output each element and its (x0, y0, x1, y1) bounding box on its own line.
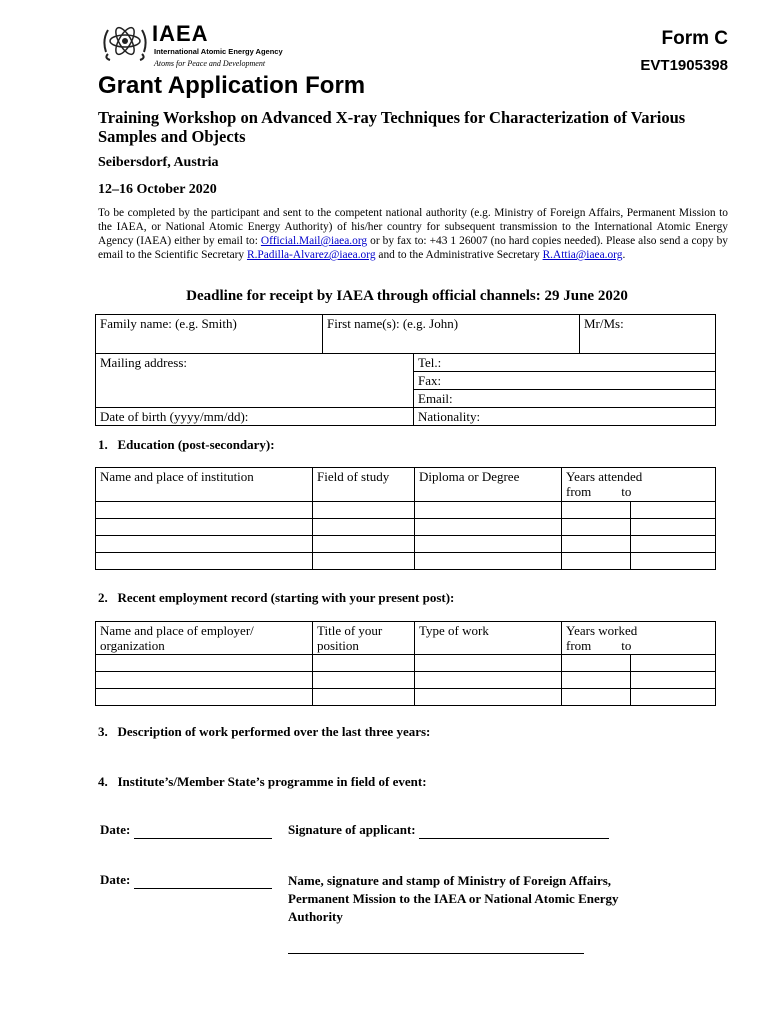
table-cell[interactable] (415, 655, 562, 672)
family-name-field[interactable]: Family name: (e.g. Smith) (96, 315, 323, 354)
table-cell[interactable] (96, 689, 313, 706)
instructions-text-4: . (622, 249, 626, 261)
table-cell[interactable] (313, 689, 415, 706)
tel-field[interactable]: Tel.: (414, 354, 716, 372)
table-row (96, 502, 716, 519)
table-cell[interactable] (631, 689, 716, 706)
date-input-2[interactable] (134, 872, 272, 889)
education-col-institution: Name and place of institution (96, 468, 313, 502)
table-row (96, 672, 716, 689)
education-table (95, 467, 716, 570)
authority-label: Name, signature and stamp of Ministry of Foreign Affairs, Permanent Mission to the IAEA or National Atomic Energy Authority (288, 873, 619, 924)
education-col-field: Field of study (313, 468, 415, 502)
table-cell[interactable] (562, 655, 631, 672)
first-name-field[interactable]: First name(s): (e.g. John) (323, 315, 580, 354)
table-cell[interactable] (96, 502, 313, 519)
nationality-field[interactable]: Nationality: (414, 408, 716, 426)
employment-from-label: from (566, 638, 592, 653)
table-row (96, 536, 716, 553)
education-heading: 1. Education (post-secondary): (98, 437, 275, 452)
education-years-label: Years attended (566, 469, 643, 484)
mailing-address-field[interactable]: Mailing address: (96, 354, 414, 408)
table-cell[interactable] (96, 655, 313, 672)
instructions-text-2: or by fax to: +43 1 26007 (no hard copies needed). Please also send a copy by email to the Scientific Secretary (98, 235, 728, 261)
table-row (96, 655, 716, 672)
table-cell[interactable] (313, 553, 415, 570)
iaea-emblem-icon (100, 18, 150, 64)
employment-col-type: Type of work (415, 622, 562, 655)
event-location: Seibersdorf, Austria (98, 155, 219, 170)
date-row-1 (100, 822, 272, 839)
table-cell[interactable] (562, 672, 631, 689)
date-label-1: Date: (100, 822, 131, 837)
logo-name: IAEA (152, 21, 209, 46)
table-cell[interactable] (631, 553, 716, 570)
table-cell[interactable] (631, 536, 716, 553)
table-cell[interactable] (631, 519, 716, 536)
event-dates: 12–16 October 2020 (98, 182, 217, 197)
table-cell[interactable] (313, 502, 415, 519)
signature-row (288, 822, 609, 839)
date-input-1[interactable] (134, 822, 272, 839)
table-cell[interactable] (415, 689, 562, 706)
workshop-title: Training Workshop on Advanced X-ray Techniques for Characterization of Various Samples and Objects (98, 108, 686, 146)
employment-col-employer: Name and place of employer/ organization (96, 622, 313, 655)
deadline-notice: Deadline for receipt by IAEA through official channels: 29 June 2020 (186, 288, 628, 304)
instructions-paragraph (98, 206, 728, 262)
education-col-years (562, 468, 716, 502)
table-cell[interactable] (562, 689, 631, 706)
email-field[interactable]: Email: (414, 390, 716, 408)
employment-col-title: Title of your position (313, 622, 415, 655)
administrative-secretary-link[interactable]: R.Attia@iaea.org (542, 249, 623, 261)
official-mail-link[interactable]: Official.Mail@iaea.org (260, 235, 368, 247)
employment-years-label: Years worked (566, 623, 638, 638)
page-title: Grant Application Form (98, 72, 366, 99)
table-cell[interactable] (96, 536, 313, 553)
table-cell[interactable] (415, 672, 562, 689)
date-row-2 (100, 872, 272, 889)
table-cell[interactable] (415, 502, 562, 519)
date-label-2: Date: (100, 872, 131, 887)
table-cell[interactable] (562, 519, 631, 536)
table-cell[interactable] (631, 655, 716, 672)
contact-table (95, 353, 716, 426)
table-cell[interactable] (562, 536, 631, 553)
employment-to-label: to (621, 638, 632, 653)
section-3-heading: 3. Description of work performed over the last three years: (98, 724, 431, 739)
instructions-text-3: and to the Administrative Secretary (375, 249, 543, 261)
table-cell[interactable] (562, 502, 631, 519)
table-row (96, 553, 716, 570)
logo-tagline: Atoms for Peace and Development (154, 59, 266, 68)
table-cell[interactable] (415, 553, 562, 570)
signature-input[interactable] (419, 822, 609, 839)
table-cell[interactable] (96, 553, 313, 570)
table-cell[interactable] (313, 672, 415, 689)
education-col-degree: Diploma or Degree (415, 468, 562, 502)
event-code: EVT1905398 (640, 57, 728, 74)
scientific-secretary-link[interactable]: R.Padilla-Alvarez@iaea.org (246, 249, 376, 261)
education-from-label: from (566, 484, 592, 499)
education-to-label: to (621, 484, 632, 499)
signature-label: Signature of applicant: (288, 822, 416, 837)
fax-field[interactable]: Fax: (414, 372, 716, 390)
logo-subtitle: International Atomic Energy Agency (154, 47, 283, 56)
employment-heading: 2. Recent employment record (starting with your present post): (98, 590, 455, 605)
table-row (96, 689, 716, 706)
title-field[interactable]: Mr/Ms: (580, 315, 716, 354)
table-cell[interactable] (96, 519, 313, 536)
table-cell[interactable] (415, 536, 562, 553)
employment-col-years (562, 622, 716, 655)
table-cell[interactable] (562, 553, 631, 570)
table-cell[interactable] (631, 502, 716, 519)
instructions-text-1: To be completed by the participant and sent to the competent national authority (e.g. Ministry of Foreign Affairs, Permanent Mission to the IAEA, or National Atomic Energy Authority) of his/her country for subsequent transmission to the International Atomic Energy Agency (IAEA) either by email to: (98, 207, 728, 247)
table-cell[interactable] (631, 672, 716, 689)
employment-table (95, 621, 716, 706)
section-4-heading: 4. Institute’s/Member State’s programme in field of event: (98, 774, 427, 789)
table-cell[interactable] (415, 519, 562, 536)
personal-info-table (95, 314, 716, 354)
table-cell[interactable] (313, 655, 415, 672)
table-cell[interactable] (96, 672, 313, 689)
form-code: Form C (661, 28, 728, 49)
table-row (96, 519, 716, 536)
table-cell[interactable] (313, 536, 415, 553)
authority-signature-line[interactable] (288, 937, 584, 954)
date-of-birth-field[interactable]: Date of birth (yyyy/mm/dd): (96, 408, 414, 426)
table-cell[interactable] (313, 519, 415, 536)
